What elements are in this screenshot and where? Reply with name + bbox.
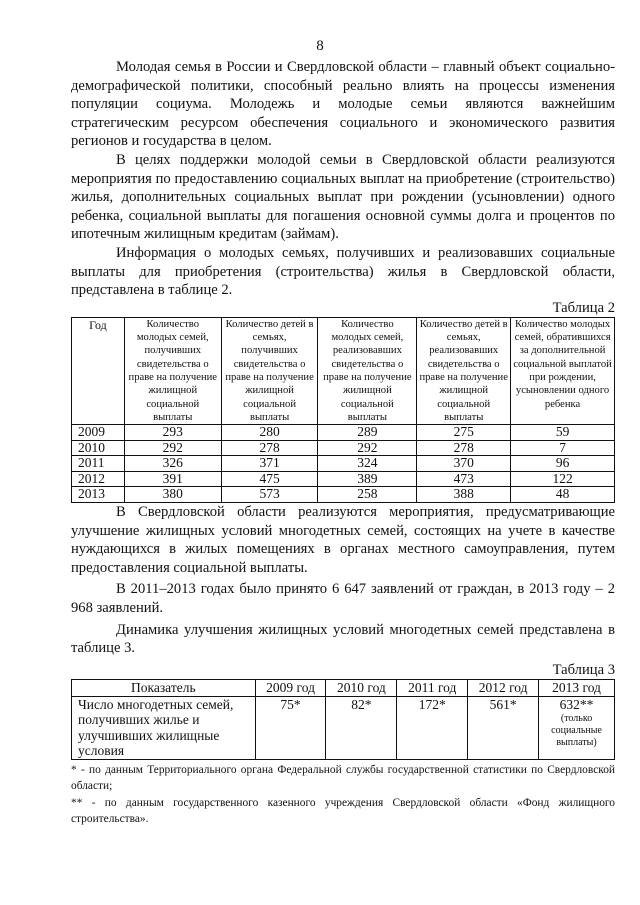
table-cell: 75*	[255, 696, 326, 759]
table-cell: 48	[511, 487, 615, 503]
table-cell: 573	[221, 487, 318, 503]
table-cell: 82*	[326, 696, 397, 759]
table3-header-row	[72, 679, 615, 696]
table-row	[72, 456, 615, 472]
table2-header-children-realized: Количество детей в семьях, реализовавших свидетельства о праве на получение жилищной социальной выплаты	[417, 317, 511, 424]
indicator-label: Число многодетных семей, получивших жилье и улучшивших жилищные условия	[72, 696, 256, 759]
table-cell: 326	[124, 456, 221, 472]
year-cell: 2012	[72, 471, 125, 487]
table-row	[72, 425, 615, 441]
table-cell: 380	[124, 487, 221, 503]
note-2013: (только социальные выплаты)	[551, 713, 602, 749]
table3-header-year: 2009 год	[255, 679, 326, 696]
table3	[71, 679, 615, 760]
table-cell: 324	[318, 456, 417, 472]
table3-caption: Таблица 3	[552, 661, 615, 678]
table-cell: 258	[318, 487, 417, 503]
footnote-single-star: * - по данным Территориального органа Федеральной службы государственной статистики по Свердловской области;	[71, 763, 615, 793]
table3-header-year: 2010 год	[326, 679, 397, 696]
table2-header-families-received: Количество молодых семей, получивших свидетельства о праве на получение жилищной социальной выплаты	[124, 317, 221, 424]
paragraph-table3-intro: Динамика улучшения жилищных условий многодетных семей представлена в таблице 3.	[71, 621, 615, 657]
table-cell: 561*	[468, 696, 539, 759]
table-cell: 172*	[397, 696, 468, 759]
table3-header-year: 2011 год	[397, 679, 468, 696]
table2-header-row	[72, 317, 615, 424]
table-cell-2013	[539, 696, 615, 759]
page-number: 8	[316, 38, 324, 54]
paragraph-large-families: В Свердловской области реализуются мероприятия, предусматривающие улучшение жилищных условий многодетных семей, состоящих на учете в качестве нуждающихся в жилых помещениях в органах местного самоуправления, путем предоставления социальной выплаты.	[71, 504, 615, 576]
table-cell: 7	[511, 440, 615, 456]
year-cell: 2011	[72, 456, 125, 472]
table-cell: 475	[221, 471, 318, 487]
table-cell: 473	[417, 471, 511, 487]
table-cell: 122	[511, 471, 615, 487]
table3-header-year: 2012 год	[468, 679, 539, 696]
table2	[71, 317, 615, 503]
table-cell: 370	[417, 456, 511, 472]
footnote-double-star: ** - по данным государственного казенного учреждения Свердловской области «Фонд жилищного строительства».	[71, 796, 615, 826]
year-cell: 2013	[72, 487, 125, 503]
table-cell: 59	[511, 425, 615, 441]
paragraph-young-family: Молодая семья в России и Свердловской области – главный объект социально-демографической политики, способный реально влиять на процессы изменения популяции социума. Молодежь и молодые семьи являются важнейшим стратегическим ресурсом обеспечения социального и экономического развития регионов и государства в целом.	[71, 59, 615, 150]
table2-header-families-realized: Количество молодых семей, реализовавших свидетельства о праве на получение жилищной социальной выплаты	[318, 317, 417, 424]
table-cell: 371	[221, 456, 318, 472]
year-cell: 2010	[72, 440, 125, 456]
year-cell: 2009	[72, 425, 125, 441]
table-cell: 96	[511, 456, 615, 472]
table-cell: 293	[124, 425, 221, 441]
table-cell: 389	[318, 471, 417, 487]
table-row	[72, 440, 615, 456]
value-2013: 632**	[559, 696, 594, 712]
table3-header-year: 2013 год	[539, 679, 615, 696]
table3-header-indicator: Показатель	[72, 679, 256, 696]
table2-header-additional-payment: Количество молодых семей, обратившихся за дополнительной социальной выплатой при рождении, усыновлении одного ребенка	[511, 317, 615, 424]
table-cell: 280	[221, 425, 318, 441]
table2-caption: Таблица 2	[552, 299, 615, 316]
paragraph-applications: В 2011–2013 годах было принято 6 647 заявлений от граждан, в 2013 году – 2 968 заявлений.	[71, 581, 615, 617]
table-row	[72, 696, 615, 759]
table-row	[72, 487, 615, 503]
paragraph-table2-intro: Информация о молодых семьях, получивших и реализовавших социальные выплаты для приобретения (строительства) жилья в Свердловской области, представлена в таблице 2.	[71, 244, 615, 299]
document-body	[71, 58, 615, 828]
table-cell: 275	[417, 425, 511, 441]
paragraph-support-measures: В целях поддержки молодой семьи в Свердловской области реализуются мероприятия по предоставлению социальных выплат на приобретение (строительство) жилья, дополнительных социальных выплат при рождении (усыновлении) одного ребенка, социальной выплаты для погашения основной суммы долга и процентов по ипотечным жилищным кредитам (займам).	[71, 151, 615, 243]
table-cell: 289	[318, 425, 417, 441]
footnotes	[71, 762, 615, 828]
table2-header-year: Год	[72, 317, 125, 424]
table-cell: 388	[417, 487, 511, 503]
table-cell: 292	[124, 440, 221, 456]
table-row	[72, 471, 615, 487]
table-cell: 391	[124, 471, 221, 487]
table-cell: 278	[417, 440, 511, 456]
table2-header-children-received: Количество детей в семьях, получивших свидетельства о праве на получение жилищной социальной выплаты	[221, 317, 318, 424]
table-cell: 278	[221, 440, 318, 456]
table-cell: 292	[318, 440, 417, 456]
